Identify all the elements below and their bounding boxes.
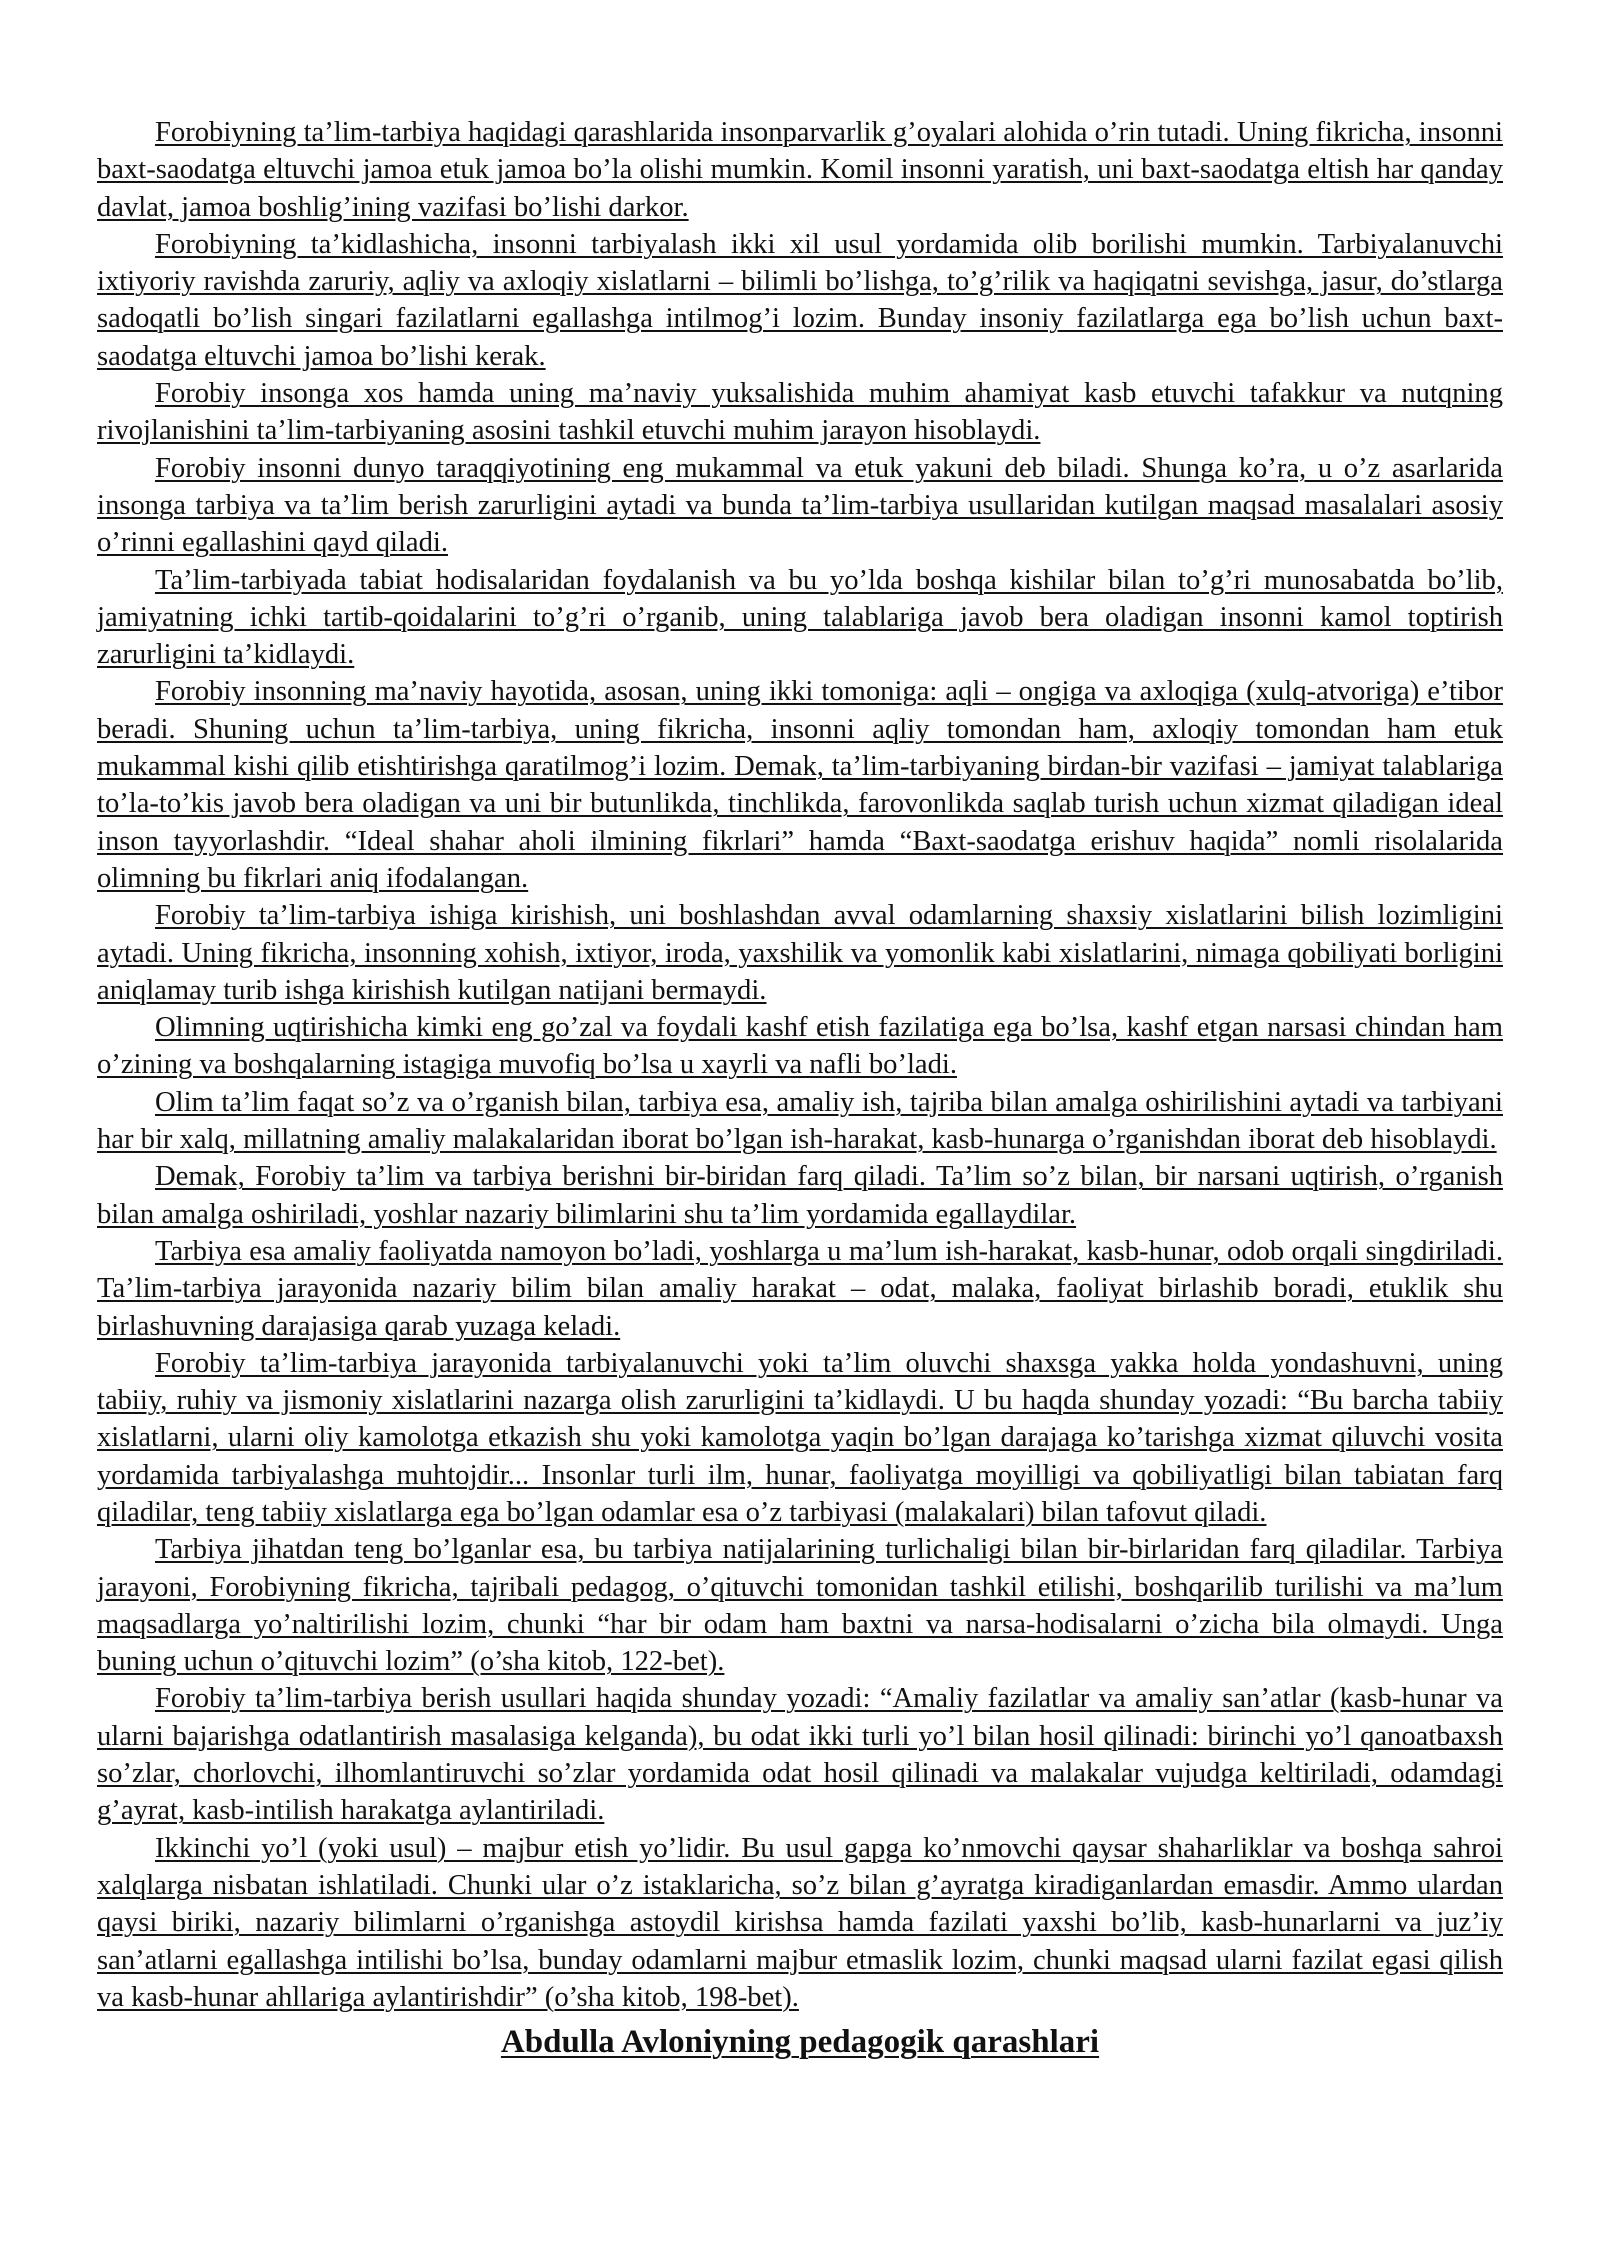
paragraph-3: Forobiy insonga xos hamda uning ma’naviy yuksalishida muhim ahamiyat kasb etuvchi tafakkur va nutqning rivojlanishini ta’lim-tarbiyaning asosini tashkil etuvchi muhim jarayon hisoblaydi. [97, 378, 1503, 447]
paragraph-1: Forobiyning ta’lim-tarbiya haqidagi qarashlarida insonparvarlik g’oyalari alohida o’rin tutadi. Uning fikricha, insonni baxt-saodatga eltuvchi jamoa etuk jamoa bo’la olishi mumkin. Komil insonni yaratish, uni baxt-saodatga eltish har qanday davlat, jamoa boshlig’ining vazifasi bo’lishi darkor. [97, 117, 1503, 223]
paragraph-15: Ikkinchi yo’l (yoki usul) – majbur etish yo’lidir. Bu usul gapga ko’nmovchi qaysar shaharliklar va boshqa sahroi xalqlarga nisbatan ishlatiladi. Chunki ular o’z istaklaricha, so’z bilan g’ayratga kiradiganlardan emasdir. Ammo ulardan qaysi biriki, nazariy bilimlarni o’rganishga astoydil kirishsa hamda fazilati yaxshi bo’lib, kasb-hunarlarni va juz’iy san’atlarni egallashga intilishi bo’lsa, bunday odamlarni majbur etmaslik lozim, chunki maqsad ularni fazilat egasi qilish va kasb-hunar ahllariga aylantirishdir” (o’sha kitob, 198-bet). [97, 1832, 1503, 2013]
paragraph-10: Demak, Forobiy ta’lim va tarbiya berishni bir-biridan farq qiladi. Ta’lim so’z bilan, bir narsani uqtirish, o’rganish bilan amalga oshiriladi, yoshlar nazariy bilimlarini shu ta’lim yordamida egallaydilar. [97, 1161, 1503, 1230]
paragraph-7: Forobiy ta’lim-tarbiya ishiga kirishish, uni boshlashdan avval odamlarning shaxsiy xislatlarini bilish lozimligini aytadi. Uning fikricha, insonning xohish, ixtiyor, iroda, yaxshilik va yomonlik kabi xislatlarini, nimaga qobiliyati borligini aniqlamay turib ishga kirishish kutilgan natijani bermaydi. [97, 900, 1503, 1006]
paragraph-14: Forobiy ta’lim-tarbiya berish usullari haqida shunday yozadi: “Amaliy fazilatlar va amaliy san’atlar (kasb-hunar va ularni bajarishga odatlantirish masalasiga kelganda), bu odat ikki turli yo’l bilan hosil qilinadi: birinchi yo’l qanoatbaxsh so’zlar, chorlovchi, ilhomlantiruvchi so’zlar yordamida odat hosil qilinadi va malakalar vujudga keltiriladi, odamdagi g’ayrat, kasb-intilish harakatga aylantiriladi. [97, 1683, 1503, 1827]
section-heading: Abdulla Avloniyning pedagogik qarashlari [500, 2024, 1100, 2061]
paragraph-13: Tarbiya jihatdan teng bo’lganlar esa, bu tarbiya natijalarining turlichaligi bilan bir-birlaridan farq qiladilar. Tarbiya jarayoni, Forobiyning fikricha, tajribali pedagog, o’qituvchi tomonidan tashkil etilishi, boshqarilib turilishi va ma’lum maqsadlarga yo’naltirilishi lozim, chunki “har bir odam ham baxtni va narsa-hodisalarni o’zicha bila olmaydi. Unga buning uchun o’qituvchi lozim” (o’sha kitob, 122-bet). [97, 1534, 1503, 1678]
paragraph-11: Tarbiya esa amaliy faoliyatda namoyon bo’ladi, yoshlarga u ma’lum ish-harakat, kasb-hunar, odob orqali singdiriladi. Ta’lim-tarbiya jarayonida nazariy bilim bilan amaliy harakat – odat, malaka, faoliyat birlashib boradi, etuklik shu birlashuvning darajasiga qarab yuzaga keladi. [97, 1235, 1503, 1342]
paragraph-5: Ta’lim-tarbiyada tabiat hodisalaridan foydalanish va bu yo’lda boshqa kishilar bilan to’g’ri munosabatda bo’lib, jamiyatning ichki tartib-qoidalarini to’g’ri o’rganib, uning talablariga javob bera oladigan insonni kamol toptirish zarurligini ta’kidlaydi. [97, 564, 1503, 671]
paragraph-2: Forobiyning ta’kidlashicha, insonni tarbiyalash ikki xil usul yordamida olib borilishi mumkin. Tarbiyalanuvchi ixtiyoriy ravishda zaruriy, aqliy va axloqiy xislatlarni – bilimli bo’lishga, to’g’rilik va haqiqatni sevishga, jasur, do’stlarga sadoqatli bo’lish singari fazilatlarni egallashga intilmog’i lozim. Bunday insoniy fazilatlarga ega bo’lish uchun baxt-saodatga eltuvchi jamoa bo’lishi kerak. [97, 228, 1503, 372]
paragraph-12: Forobiy ta’lim-tarbiya jarayonida tarbiyalanuvchi yoki ta’lim oluvchi shaxsga yakka holda yondashuvni, uning tabiiy, ruhiy va jismoniy xislatlarini nazarga olish zarurligini ta’kidlaydi. U bu haqda shunday yozadi: “Bu barcha tabiiy xislatlarni, ularni oliy kamolotga etkazish shu yoki kamolotga yaqin bo’lgan darajaga ko’tarishga xizmat qiluvchi vosita yordamida tarbiyalashga muhtojdir... Insonlar turli ilm, hunar, faoliyatga moyilligi va qobiliyatligi bilan tabiatan farq qiladilar, teng tabiiy xislatlarga ega bo’lgan odamlar esa o’z tarbiyasi (malakalari) bilan tafovut qiladi. [97, 1347, 1503, 1528]
paragraph-8: Olimning uqtirishicha kimki eng go’zal va foydali kashf etish fazilatiga ega bo’lsa, kashf etgan narsasi chindan ham o’zining va boshqalarning istagiga muvofiq bo’lsa u xayrli va nafli bo’ladi. [97, 1012, 1503, 1081]
paragraph-6: Forobiy insonning ma’naviy hayotida, asosan, uning ikki tomoniga: aqli – ongiga va axloqiga (xulq-atvoriga) e’tibor beradi. Shuning uchun ta’lim-tarbiya, uning fikricha, insonni aqliy tomondan ham, axloqiy tomondan ham etuk mukammal kishi qilib etishtirishga qaratilmog’i lozim. Demak, ta’lim-tarbiyaning birdan-bir vazifasi – jamiyat talablariga to’la-to’kis javob bera oladigan va uni bir butunlikda, tinchlikda, farovonlikda saqlab turish uchun xizmat qiladigan ideal inson tayyorlashdir. “Ideal shahar aholi ilmining fikrlari” hamda “Baxt-saodatga erishuv haqida” nomli risolalarida olimning bu fikrlari aniq ifodalangan. [97, 676, 1503, 894]
paragraph-4: Forobiy insonni dunyo taraqqiyotining eng mukammal va etuk yakuni deb biladi. Shunga ko’ra, u o’z asarlarida insonga tarbiya va ta’lim berish zarurligini aytadi va bunda ta’lim-tarbiya usullaridan kutilgan maqsad masalalari asosiy o’rinni egallashini qayd qiladi. [97, 452, 1503, 559]
paragraph-9: Olim ta’lim faqat so’z va o’rganish bilan, tarbiya esa, amaliy ish, tajriba bilan amalga oshirilishini aytadi va tarbiyani har bir xalq, millatning amaliy malakalaridan iborat bo’lgan ish-harakat, kasb-hunarga o’rganishdan iborat deb hisoblaydi. [97, 1086, 1503, 1156]
document-page [97, 114, 1503, 2062]
